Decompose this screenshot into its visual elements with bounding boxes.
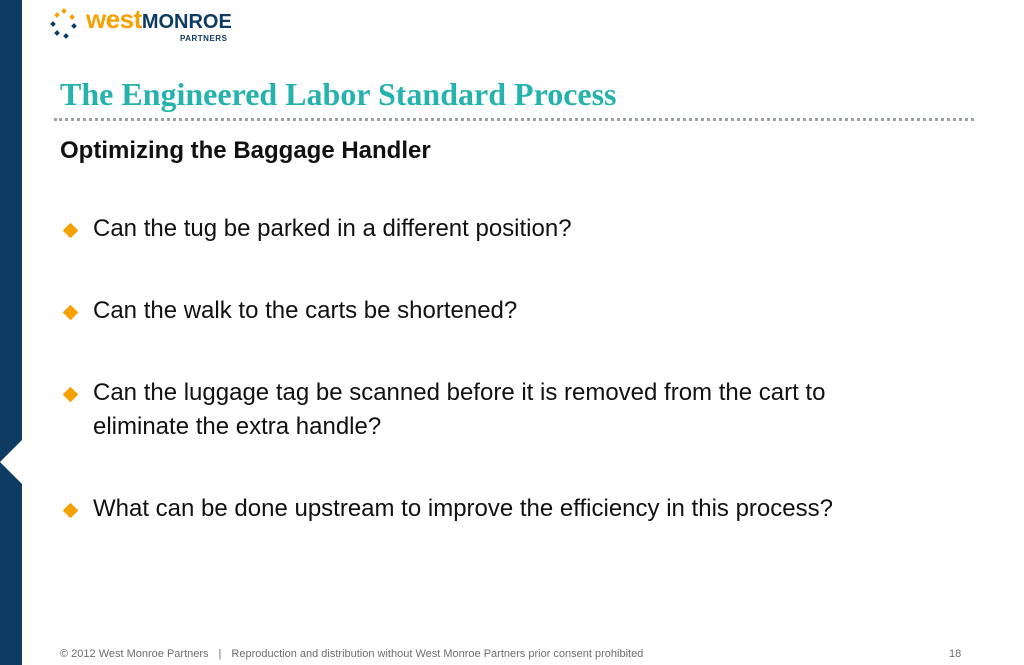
logo-dots-icon bbox=[50, 8, 80, 40]
logo-word-west: west bbox=[86, 4, 142, 34]
diamond-bullet-icon bbox=[63, 223, 79, 239]
diamond-bullet-icon bbox=[63, 387, 79, 403]
footer-separator: | bbox=[218, 648, 222, 660]
bullet-text: What can be done upstream to improve the efficiency in this process? bbox=[93, 495, 833, 522]
bullet-item bbox=[60, 492, 993, 526]
bullet-text: Can the luggage tag be scanned before it is removed from the cart to eliminate the extra handle? bbox=[93, 379, 826, 440]
footer bbox=[60, 648, 643, 660]
title-divider bbox=[54, 118, 974, 121]
logo-wordmark bbox=[86, 6, 232, 32]
footer-copyright: © 2012 West Monroe Partners bbox=[60, 648, 209, 660]
bullet-item bbox=[60, 376, 993, 444]
logo-word-monroe: MONROE bbox=[141, 11, 232, 33]
bullet-item bbox=[60, 294, 993, 328]
footer-notice: Reproduction and distribution without West Monroe Partners prior consent prohibited bbox=[231, 648, 644, 660]
slide-subtitle: Optimizing the Baggage Handler bbox=[60, 137, 431, 164]
diamond-bullet-icon bbox=[63, 305, 79, 321]
company-logo bbox=[50, 6, 250, 46]
bullet-item bbox=[60, 212, 993, 246]
bullet-text: Can the walk to the carts be shortened? bbox=[93, 297, 518, 324]
left-bar-notch bbox=[0, 440, 22, 484]
logo-word-partners: PARTNERS bbox=[180, 34, 228, 43]
diamond-bullet-icon bbox=[63, 503, 79, 519]
page-number: 18 bbox=[949, 648, 962, 660]
bullet-text: Can the tug be parked in a different position? bbox=[93, 215, 572, 242]
slide-title: The Engineered Labor Standard Process bbox=[60, 76, 617, 112]
left-accent-bar bbox=[0, 0, 22, 665]
